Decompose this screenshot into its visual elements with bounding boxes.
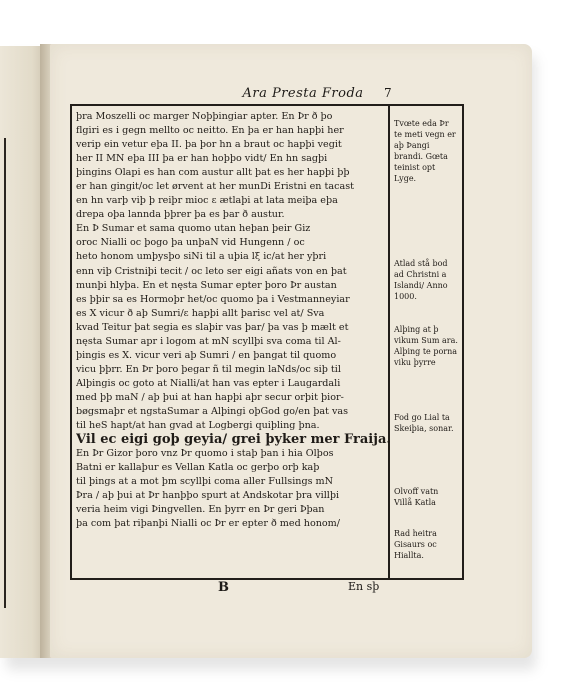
text-line: þingins Olapi es han com austur allt þat es her hapþi þþ (76, 167, 350, 179)
page-number: 7 (384, 86, 392, 100)
text-line: heto honom umþysþo siNi til a uþia lξ ic/at her yþri (76, 251, 327, 263)
text-line: nęsta Sumar apr i logom at mN scyllþi sva coma til Al- (76, 335, 341, 347)
text-line: þa com þat riþanþi Nialli oc Þr er epter ð med honom/ (76, 518, 341, 530)
text-line: her II MN eþa III þa er han hoþþo vidt/ En hn sagþi (76, 153, 328, 165)
text-line: En Þr Gizor þoro vnz Þr quomo i staþ þan i hia Olþos (76, 448, 334, 460)
text-line: enn viþ Cristniþi tecit / oc leto ser eigi añats von en þat (76, 265, 347, 277)
text-line: Batni er kallaþur es Vellan Katla oc gerþo orþ kaþ (76, 462, 320, 474)
text-line: bøgsmaþr et ngstaSumar a Alþingi oþGod go/en þat vas (76, 405, 349, 417)
text-line: vicu þþrr. En Þr þoro þegar ñ til megin laNds/oc siþ til (76, 363, 341, 375)
running-title: Ara Presta Froda (242, 86, 364, 101)
text-line: þra Moszelli oc marger Noþþingiar apter. En Þr ð þo (76, 111, 333, 122)
text-line: verip ein vetur eþa II. þa þor hn a braut oc hapþi vegit (76, 139, 342, 151)
text-line: þingis es X. vicur veri aþ Sumri / en þangat til quomo (76, 349, 337, 361)
margin-note: Atlad stå bod ad Christni a Islandi/ Anno 1000. (394, 259, 448, 301)
margin-note: Rad heitra Gisaurs oc Hiallta. (394, 529, 437, 560)
text-line: drepa oþa lannda þþrer þa es þar ð austur. (76, 209, 285, 221)
text-line: veria heim vigi Þingvellen. En þyrr en Þr geri Þþan (76, 504, 325, 516)
margin-note: Alþing at þ vikum Sum ara. Alþing te porna viku þyrre (394, 325, 458, 367)
text-line: til þings at a mot þm scyllþi coma aller Fullsings mN (76, 476, 334, 488)
text-line: Alþingis oc goto at Nialli/at han vas epter i Laugardali (76, 377, 341, 389)
main-text-block (76, 110, 392, 576)
margin-note: Fod go Lial ta Skeiþia, sonar. (394, 413, 454, 433)
text-line: kvad Teitur þat segia es slaþir vas þar/ þa vas þ mælt et (76, 321, 349, 333)
text-line: En Þ Sumar et sama quomo utan heþan þeir Giz (76, 223, 311, 235)
text-line: es þþir sa es Hormoþr het/oc quomo þa i Vestmanneyiar (76, 293, 350, 305)
text-line: oroc Nialli oc þogo þa unþaN vid Hungenn / oc (76, 237, 305, 249)
text-line: til heS hapt/at han gvad at Logbergi quiþling þna. (76, 420, 320, 432)
text-line: es X vicur ð aþ Sumri/ε hapþi allt þarisc vel at/ Sva (76, 307, 325, 319)
verse-line: Vil ec eigi goþ geyia/ grei þyker mer Fraija. (76, 433, 391, 448)
text-line: munþi hlyþa. En et nęsta Sumar epter þoro Þr austan (76, 279, 337, 291)
text-line: flgiri es i gegn mellto oc neitto. En þa er han hapþi her (76, 125, 344, 137)
left-page-rule (4, 138, 6, 608)
signature-mark: B (218, 580, 229, 595)
catchword: En sþ (348, 580, 380, 593)
text-line: Þra / aþ þui at Þr hanþþo spurt at Andskotar þra villþi (76, 490, 340, 502)
margin-note: Tvœte eda Þr te meti vegn er aþ Þangi brandi. Gœta teinist opt Lyge. (394, 119, 456, 183)
margin-note: Olvoff vatn Villå Katla (394, 487, 439, 507)
text-line: er han gingit/oc let ørvent at her munDi Eristni en tacast (76, 181, 354, 193)
text-line: med þþ maN / aþ þui at han hapþi aþr secur orþit þior- (76, 391, 344, 403)
text-line: en hn varþ viþ þ reiþr mioc ε ætlaþi at lata meiþa eþa (76, 195, 338, 207)
